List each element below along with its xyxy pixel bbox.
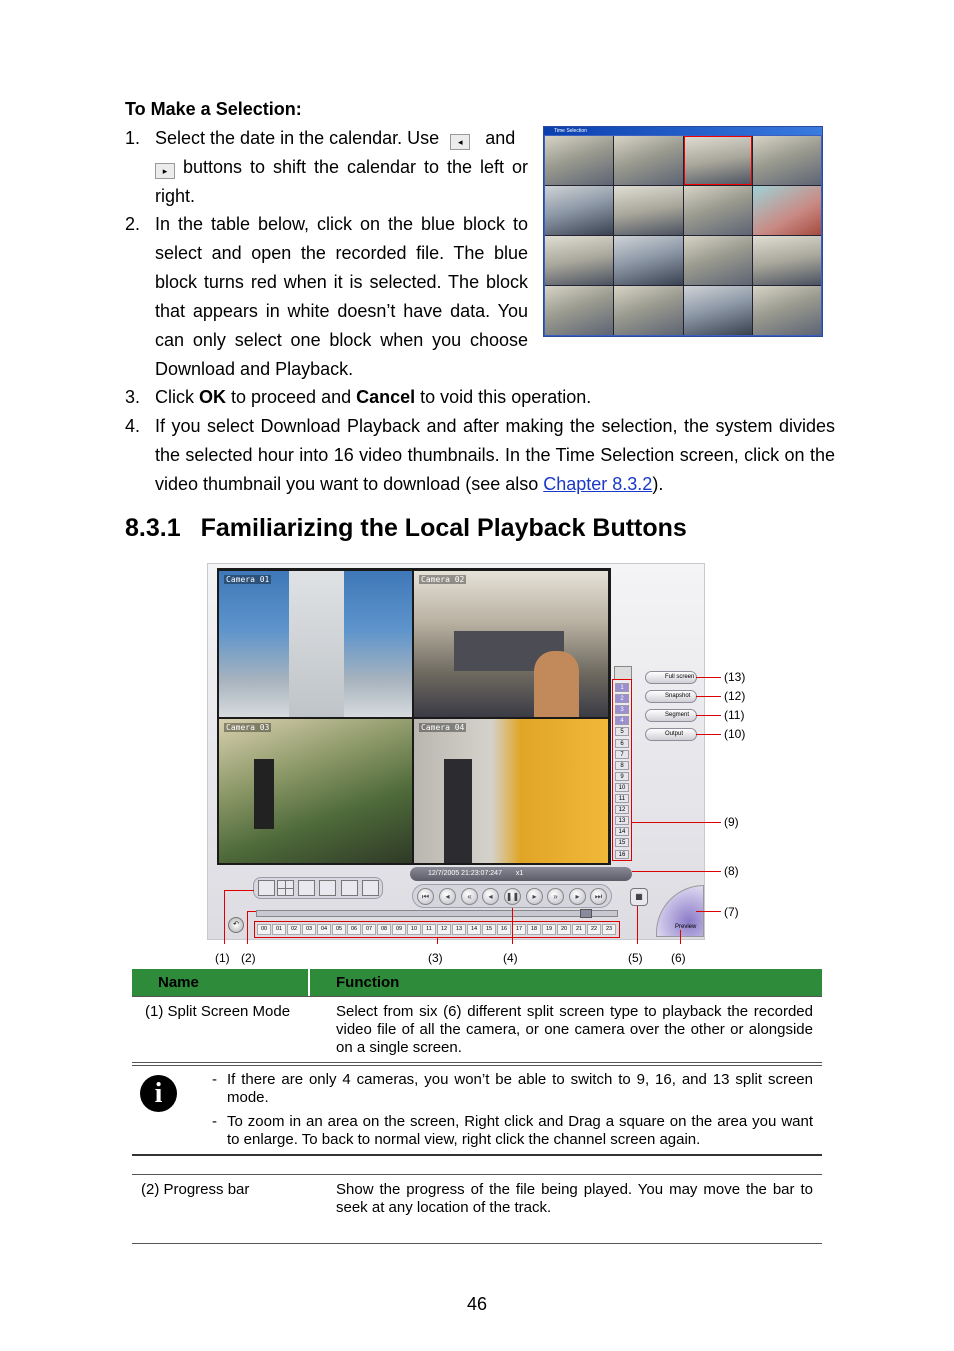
- table-rule: [132, 1243, 822, 1244]
- step-3-pre: Click: [155, 387, 199, 407]
- hour-button[interactable]: 23: [602, 924, 616, 935]
- video-thumbnail[interactable]: [545, 286, 613, 335]
- row-2-function: Show the progress of the file being played. You may move the bar to seek at any location of the track.: [336, 1181, 813, 1216]
- camera-label: Camera 01: [226, 575, 270, 584]
- video-thumbnail[interactable]: [545, 186, 613, 235]
- step-3-mid: to proceed and: [226, 387, 357, 407]
- channel-menu-icon[interactable]: [614, 666, 632, 680]
- step-4-text: If you select Download Playback and after making the selection, the system divides the selected hour into 16 video thumbnails. In the Time Selection screen, click on the video thumbnail you want to download (see also: [155, 416, 835, 494]
- note-2: To zoom in an area on the screen, Right click and Drag a square on the area you want to enlarge. To back to normal view, right click the channel screen again.: [227, 1113, 813, 1148]
- video-thumbnail[interactable]: [545, 236, 613, 285]
- go-to-start-icon[interactable]: ⏮: [417, 888, 434, 905]
- callout-9: (9): [724, 815, 739, 829]
- hour-button[interactable]: 04: [317, 924, 331, 935]
- annotation-line: [696, 715, 721, 716]
- video-thumbnail[interactable]: [753, 186, 821, 235]
- channel-button[interactable]: 16: [615, 850, 629, 859]
- video-thumbnail[interactable]: [614, 136, 682, 185]
- channel-button[interactable]: 3: [615, 705, 629, 714]
- thumbnail-grid: [545, 136, 821, 335]
- split-16-icon[interactable]: [319, 880, 336, 896]
- split-6-icon[interactable]: [341, 880, 358, 896]
- table-rule: [132, 1062, 822, 1063]
- row-1-function: Select from six (6) different split screen type to playback the recorded video file of all the camera, or one camera over the other or alongside on a single screen.: [336, 1003, 813, 1056]
- table-rule: [132, 1174, 822, 1175]
- selection-heading: To Make a Selection:: [125, 99, 302, 119]
- step-4: [155, 412, 835, 499]
- hour-button[interactable]: 16: [497, 924, 511, 935]
- hour-button[interactable]: 13: [452, 924, 466, 935]
- table-header: [132, 969, 822, 997]
- video-thumbnail[interactable]: [753, 286, 821, 335]
- section-heading: [125, 514, 687, 543]
- step-2: In the table below, click on the blue block to select and open the recorded file. The blue block turns red when it is selected. The block that appears in white doesn’t have data. You can only select one block when you choose Download and Playback.: [155, 214, 528, 379]
- hour-button[interactable]: 09: [392, 924, 406, 935]
- callout-12: (12): [724, 689, 746, 703]
- camera-label: Camera 03: [226, 723, 270, 732]
- video-thumbnail[interactable]: [684, 286, 752, 335]
- hour-button[interactable]: 10: [407, 924, 421, 935]
- hour-button[interactable]: 11: [422, 924, 436, 935]
- hour-button[interactable]: 21: [572, 924, 586, 935]
- section-title: Familiarizing the Local Playback Buttons: [200, 514, 687, 542]
- annotation-box: [612, 679, 632, 861]
- header-function: Function: [336, 974, 400, 991]
- channel-button[interactable]: 13: [615, 816, 629, 825]
- fast-forward-icon[interactable]: »: [547, 888, 564, 905]
- video-thumbnail[interactable]: [614, 286, 682, 335]
- hour-button[interactable]: 01: [272, 924, 286, 935]
- annotation-line: [247, 911, 256, 912]
- segment-button[interactable]: Segment: [645, 709, 697, 722]
- step-forward-icon[interactable]: ▸: [569, 888, 586, 905]
- step-number: 2.: [125, 214, 141, 234]
- step-1: [155, 124, 528, 153]
- callout-4: (4): [503, 951, 518, 965]
- step-number: 4.: [125, 416, 141, 436]
- calendar-icon[interactable]: ▦: [630, 888, 648, 906]
- callout-7: (7): [724, 905, 739, 919]
- full-screen-button[interactable]: Full screen: [645, 671, 697, 684]
- step-1-text-b: and: [485, 128, 516, 148]
- output-button[interactable]: Output: [645, 728, 697, 741]
- header-name: Name: [158, 974, 199, 991]
- callout-2: (2): [241, 951, 256, 965]
- hour-button[interactable]: 08: [377, 924, 391, 935]
- callout-11: (11): [724, 708, 745, 722]
- step-3-cancel: Cancel: [356, 387, 416, 407]
- video-thumbnail[interactable]: [753, 136, 821, 185]
- channel-button[interactable]: 12: [615, 805, 629, 814]
- hour-button[interactable]: 00: [257, 924, 271, 935]
- annotation-line: [696, 677, 721, 678]
- step-1-text-a: Select the date in the calendar. Use: [155, 128, 440, 148]
- split-9-icon[interactable]: [298, 880, 315, 896]
- table-rule: [132, 1154, 822, 1156]
- annotation-line: [696, 696, 721, 697]
- camera-label: Camera 04: [421, 723, 465, 732]
- time-selection-titlebar: Time Selection: [544, 127, 822, 135]
- hour-button[interactable]: 17: [512, 924, 526, 935]
- note-bullet: -: [212, 1113, 217, 1130]
- annotation-box: [254, 921, 620, 938]
- step-4-tail: ).: [652, 474, 664, 494]
- step-3-post: to void this operation.: [415, 387, 592, 407]
- annotation-line: [637, 906, 638, 944]
- callout-13: (13): [724, 670, 746, 684]
- channel-button[interactable]: 1: [615, 683, 629, 692]
- camera-view-2[interactable]: [414, 571, 608, 717]
- pause-icon[interactable]: ❚❚: [504, 888, 521, 905]
- page-number: 46: [466, 1294, 488, 1314]
- annotation-line: [632, 822, 721, 823]
- info-icon: i: [140, 1075, 177, 1112]
- channel-button[interactable]: 9: [615, 772, 629, 781]
- row-1-name: (1) Split Screen Mode: [145, 1003, 291, 1020]
- camera-view-3[interactable]: [219, 719, 412, 863]
- split-4-icon[interactable]: [277, 880, 294, 896]
- hour-button[interactable]: 07: [362, 924, 376, 935]
- annotation-line: [247, 911, 248, 944]
- exit-icon[interactable]: ↶: [228, 917, 244, 933]
- split-1-icon[interactable]: [258, 880, 275, 896]
- callout-5: (5): [628, 951, 643, 965]
- step-back-icon[interactable]: ◂: [439, 888, 456, 905]
- channel-button[interactable]: 14: [615, 827, 629, 836]
- table-rule: [132, 1065, 822, 1066]
- callout-1: (1): [215, 951, 230, 965]
- camera-view-4[interactable]: [414, 719, 608, 863]
- annotation-line: [632, 871, 721, 872]
- annotation-line: [224, 890, 254, 891]
- annotation-line: [696, 734, 721, 735]
- step-1-cont: [155, 153, 528, 211]
- hour-button[interactable]: 14: [467, 924, 481, 935]
- section-number: 8.3.1: [125, 514, 181, 542]
- progress-handle[interactable]: [580, 909, 592, 918]
- play-backward-icon[interactable]: ◂: [482, 888, 499, 905]
- snapshot-button[interactable]: Snapshot: [645, 690, 697, 703]
- go-to-end-icon[interactable]: ⏭: [590, 888, 607, 905]
- channel-button[interactable]: 15: [615, 838, 629, 847]
- hour-button[interactable]: 02: [287, 924, 301, 935]
- preview-label: Preview: [675, 924, 697, 930]
- annotation-line: [512, 908, 513, 944]
- callout-3: (3): [428, 951, 443, 965]
- time-selection-screenshot: [543, 126, 823, 337]
- row-2-name: (2) Progress bar: [141, 1181, 250, 1198]
- channel-button[interactable]: 4: [615, 716, 629, 725]
- annotation-line: [680, 930, 681, 944]
- chapter-link[interactable]: Chapter 8.3.2: [543, 474, 653, 494]
- channel-button[interactable]: 8: [615, 761, 629, 770]
- video-thumbnail[interactable]: [753, 236, 821, 285]
- step-number: 1.: [125, 128, 141, 148]
- video-thumbnail[interactable]: [684, 236, 752, 285]
- channel-button[interactable]: 7: [615, 750, 629, 759]
- channel-button[interactable]: 11: [615, 794, 629, 803]
- hour-button[interactable]: 12: [437, 924, 451, 935]
- annotation-line: [224, 890, 225, 944]
- timestamp-display: [410, 867, 632, 881]
- step-1-text-c: buttons to shift the calendar to the left or right.: [155, 157, 528, 206]
- step-3-ok: OK: [199, 387, 226, 407]
- split-13-icon[interactable]: [362, 880, 379, 896]
- video-thumbnail[interactable]: [614, 186, 682, 235]
- hour-button[interactable]: 03: [302, 924, 316, 935]
- right-arrow-button-icon: ▸: [155, 163, 175, 179]
- video-thumbnail[interactable]: [684, 186, 752, 235]
- camera-label: Camera 02: [421, 575, 465, 584]
- callout-10: (10): [724, 727, 746, 741]
- hour-button[interactable]: 18: [527, 924, 541, 935]
- channel-button[interactable]: 2: [615, 694, 629, 703]
- callout-8: (8): [724, 864, 739, 878]
- hour-button[interactable]: 06: [347, 924, 361, 935]
- hour-button[interactable]: 19: [542, 924, 556, 935]
- channel-button[interactable]: 5: [615, 727, 629, 736]
- channel-button[interactable]: 6: [615, 739, 629, 748]
- hour-button[interactable]: 22: [587, 924, 601, 935]
- hour-button[interactable]: 05: [332, 924, 346, 935]
- video-thumbnail[interactable]: [614, 236, 682, 285]
- channel-button[interactable]: 10: [615, 783, 629, 792]
- hour-button[interactable]: 20: [557, 924, 571, 935]
- callout-6: (6): [671, 951, 686, 965]
- video-thumbnail[interactable]: [545, 136, 613, 185]
- rewind-icon[interactable]: «: [461, 888, 478, 905]
- note-1: If there are only 4 cameras, you won’t be able to switch to 9, 16, and 13 split screen mode.: [227, 1071, 813, 1106]
- annotation-line: [437, 938, 438, 944]
- annotation-line: [696, 911, 721, 912]
- speed-value: x1: [515, 870, 524, 877]
- note-bullet: -: [212, 1071, 217, 1088]
- video-thumbnail[interactable]: [684, 136, 752, 185]
- camera-view-1[interactable]: [219, 571, 412, 717]
- timestamp-value: 12/7/2005 21:23:07:247: [428, 870, 502, 877]
- hour-button[interactable]: 15: [482, 924, 496, 935]
- table-rule: [132, 996, 822, 997]
- step-number: 3.: [125, 387, 141, 407]
- step-3: [155, 383, 835, 412]
- left-arrow-button-icon: ◂: [450, 134, 470, 150]
- play-icon[interactable]: ▸: [526, 888, 543, 905]
- progress-bar[interactable]: [256, 910, 618, 917]
